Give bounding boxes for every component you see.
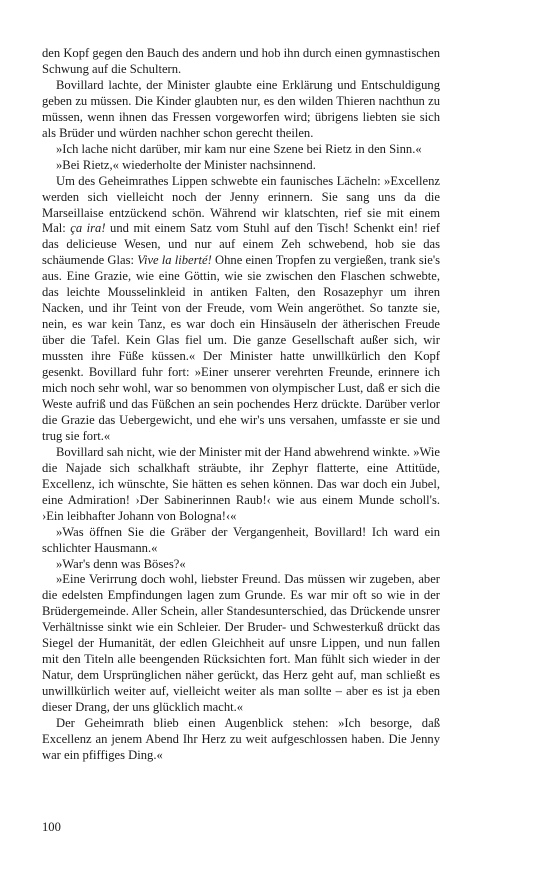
paragraph-1: den Kopf gegen den Bauch des andern und hob ihn durch einen gymnastischen Schwung auf die Schultern. xyxy=(42,46,440,76)
paragraph-2: Bovillard lachte, der Minister glaubte eine Erklärung und Entschuldigung geben zu müssen. Die Kinder glaubten nur, es den wilden Thieren nachthun zu müssen, wenn ihnen das Fressen vorgeworfen wird; übrigens liebten sie sich als Brüder und würden nachher schon gerecht theilen. xyxy=(42,77,440,140)
paragraph-9: »Eine Verirrung doch wohl, liebster Freund. Das müssen wir zugeben, aber die edelsten Empfindungen lagen zum Grunde. Es war mir oft so wie in der Brüdergemeinde. Aller Schein, aller Standesunterschied, das Drückende unsrer Verhältnisse sinkt wie ein Schleier. Der Bruder- und Schwesterkuß drückt das Siegel der Humanität, der edlen Gleichheit auf unsre Lippen, und nun fallen mit den Titeln alle beengenden Rücksichten fort. Man fühlt sich wieder in der Natur, dem Ursprünglichen näher gerückt, das Herz geht auf, man schließt es unwillkürlich weiter auf, vielleicht weiter als man sollte – aber es ist ja eben dieser Drang, der uns glücklich macht.« xyxy=(42,572,440,715)
paragraph-10: Der Geheimrath blieb einen Augenblick stehen: »Ich besorge, daß Excellenz an jenem Abend Ihr Herz zu weit aufgeschlossen haben. Die Jenny war ein pfiffiges Ding.« xyxy=(42,716,440,762)
page-number: 100 xyxy=(42,820,61,834)
paragraph-4: »Bei Rietz,« wiederholte der Minister nachsinnend. xyxy=(56,157,316,172)
italic-ca-ira: ça ira! xyxy=(70,221,106,236)
italic-vive-la-liberte: Vive la liberté! xyxy=(137,253,212,268)
paragraph-3: »Ich lache nicht darüber, mir kam nur eine Szene bei Rietz in den Sinn.« xyxy=(56,141,422,156)
paragraph-5-part-c: und mit einem Satz vom Stuhl auf den Tisch! Schenkt ein! rief das delicieuse Wesen, und nur auf einem Zeh schwebend, hob sie das schäumende Glas: xyxy=(42,221,440,268)
paragraph-7: »Was öffnen Sie die Gräber der Vergangenheit, Bovillard! Ich ward ein schlichter Hausmann.« xyxy=(42,524,440,555)
page-body xyxy=(42,46,440,764)
paragraph-6: Bovillard sah nicht, wie der Minister mit der Hand abwehrend winkte. »Wie die Najade sich schalkhaft sträubte, ihr Zephyr flatterte, eine Attitüde, Excellenz, ich wünschte, Sie hätten es sehen können. Das war doch ein Jubel, eine Admiration! ›Der Sabinerinnen Raub!‹ wie aus einem Munde scholl's. ›Ein leibhafter Johann von Bologna!‹« xyxy=(42,444,440,523)
paragraph-8: »War's denn was Böses?« xyxy=(56,556,186,571)
paragraph-5-part-e: Ohne einen Tropfen zu vergießen, trank sie's aus. Eine Grazie, wie eine Göttin, wie sie zwischen den Flaschen schwebte, das leichte Mousselinkleid in antiken Falten, den Rosazephyr um ihren Nacken, und ihr Teint von der Freude, vom Wein angeröthet. So tanzte sie, nein, es war kein Tanz, es war doch ein Hinsäuseln der ätherischen Freude über die Tafel. Kein Glas fiel um. Die ganze Gesellschaft außer sich, wir mussten ihre Füße küssen.« Der Minister hatte unwillkürlich den Kopf gesenkt. Bovillard fuhr fort: »Einer unserer verehrten Freunde, erinnere ich mich noch sehr wohl, war so benommen von olympischer Lust, daß er sich die Weste aufriß und das Füßchen an sein pochendes Herz drückte. Darüber verlor die Grazie das Uebergewicht, und ehe wir's uns versahen, umfasste er sie und trug sie fort.« xyxy=(42,253,440,443)
paragraph-5-part-a: Um des Geheimrathes Lippen schwebte ein faunisches Lächeln: »Excellenz werden sich vielleicht noch der Jenny erinnern. Sie sang uns da die Marseillaise entzückend schön. Während wir klatschten, rief sie mit einem Mal: xyxy=(42,173,440,236)
paragraph-5 xyxy=(42,174,440,445)
